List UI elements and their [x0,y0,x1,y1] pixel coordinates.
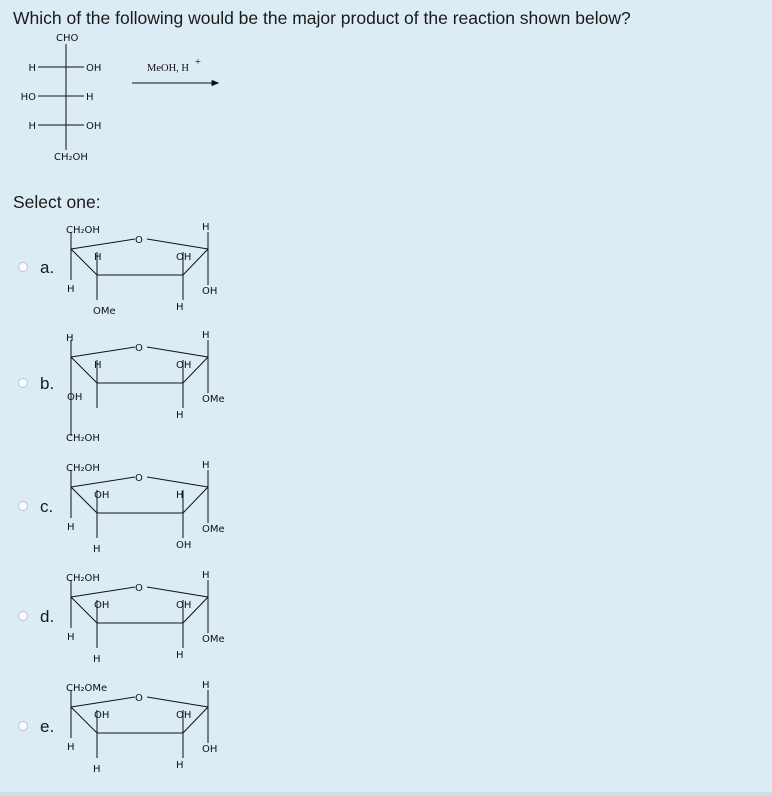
c1-top-label: H [202,330,210,341]
ring-bond [71,477,135,487]
fischer-left-group: H [28,63,36,74]
ring-oxygen-label: O [135,343,143,354]
c3-down-label: H [93,764,101,775]
c4-down-label: OH [67,392,83,403]
fischer-left-group: HO [20,92,36,103]
option-letter: b. [40,374,55,393]
c1-bottom-label: OH [202,744,218,755]
question-text: Which of the following would be the major product of the reaction shown below? [13,8,631,28]
ring-bond [147,347,208,357]
c3-up-label: OH [94,490,110,501]
c3-up-label: OH [94,600,110,611]
ring-oxygen-label: O [135,693,143,704]
c3-up-label: H [94,360,102,371]
haworth-option-1 [66,222,217,317]
c1-top-label: H [202,680,210,691]
c1-bottom-label: OH [202,286,218,297]
fischer-right-group: OH [86,121,102,132]
c4-bottom-label: CH₂OH [66,433,100,444]
c4-down-label: H [67,522,75,533]
c1-top-label: H [202,460,210,471]
c1-top-label: H [202,222,210,233]
c2-up-label: OH [176,600,192,611]
c2-down-label: H [176,650,184,661]
option-letter: a. [40,258,55,277]
c2-down-label: H [176,302,184,313]
c2-down-label: H [176,410,184,421]
page-bottom-border [0,792,772,796]
c3-down-label: H [93,654,101,665]
fischer-left-group: H [28,121,36,132]
c4-top-label: H [66,333,74,344]
c4-down-label: H [67,284,75,295]
c2-up-label: OH [176,252,192,263]
c3-down-label: OMe [93,306,116,317]
fischer-right-group: H [86,92,94,103]
c4-down-label: H [67,632,75,643]
c2-down-label: H [176,760,184,771]
c1-bottom-label: OMe [202,394,225,405]
ring-oxygen-label: O [135,235,143,246]
ring-oxygen-label: O [135,583,143,594]
c2-up-label: H [176,490,184,501]
c1-top-label: H [202,570,210,581]
c4-top-label: CH₂OMe [66,683,108,694]
ring-bond [147,587,208,597]
ring-bond [147,477,208,487]
option-letter: c. [40,497,54,516]
ring-bond [71,697,135,707]
ring-bond [183,487,208,513]
option-letter: e. [40,717,55,736]
c4-top-label: CH₂OH [66,573,100,584]
haworth-option-4 [66,570,225,665]
ring-oxygen-label: O [135,473,143,484]
reagent-superscript: + [195,57,201,68]
ring-bond [71,347,135,357]
fischer-bottom-group: CH₂OH [54,152,88,163]
c4-down-label: H [67,742,75,753]
reagent-label: MeOH, H [147,63,189,74]
c1-bottom-label: OMe [202,634,225,645]
ring-bond [71,239,135,249]
c3-up-label: OH [94,710,110,721]
select-one-label: Select one: [13,192,101,212]
fischer-top-group: CHO [56,33,79,44]
haworth-option-2 [66,330,225,444]
ring-bond [71,587,135,597]
ring-bond [147,239,208,249]
c3-down-label: H [93,544,101,555]
c4-top-label: CH₂OH [66,225,100,236]
fischer-right-group: OH [86,63,102,74]
c2-up-label: OH [176,710,192,721]
haworth-option-3 [66,460,225,555]
c4-top-label: CH₂OH [66,463,100,474]
option-letter: d. [40,607,55,626]
haworth-option-5 [66,680,217,775]
c1-bottom-label: OMe [202,524,225,535]
c3-up-label: H [94,252,102,263]
ring-bond [147,697,208,707]
c2-up-label: OH [176,360,192,371]
c2-down-label: OH [176,540,192,551]
